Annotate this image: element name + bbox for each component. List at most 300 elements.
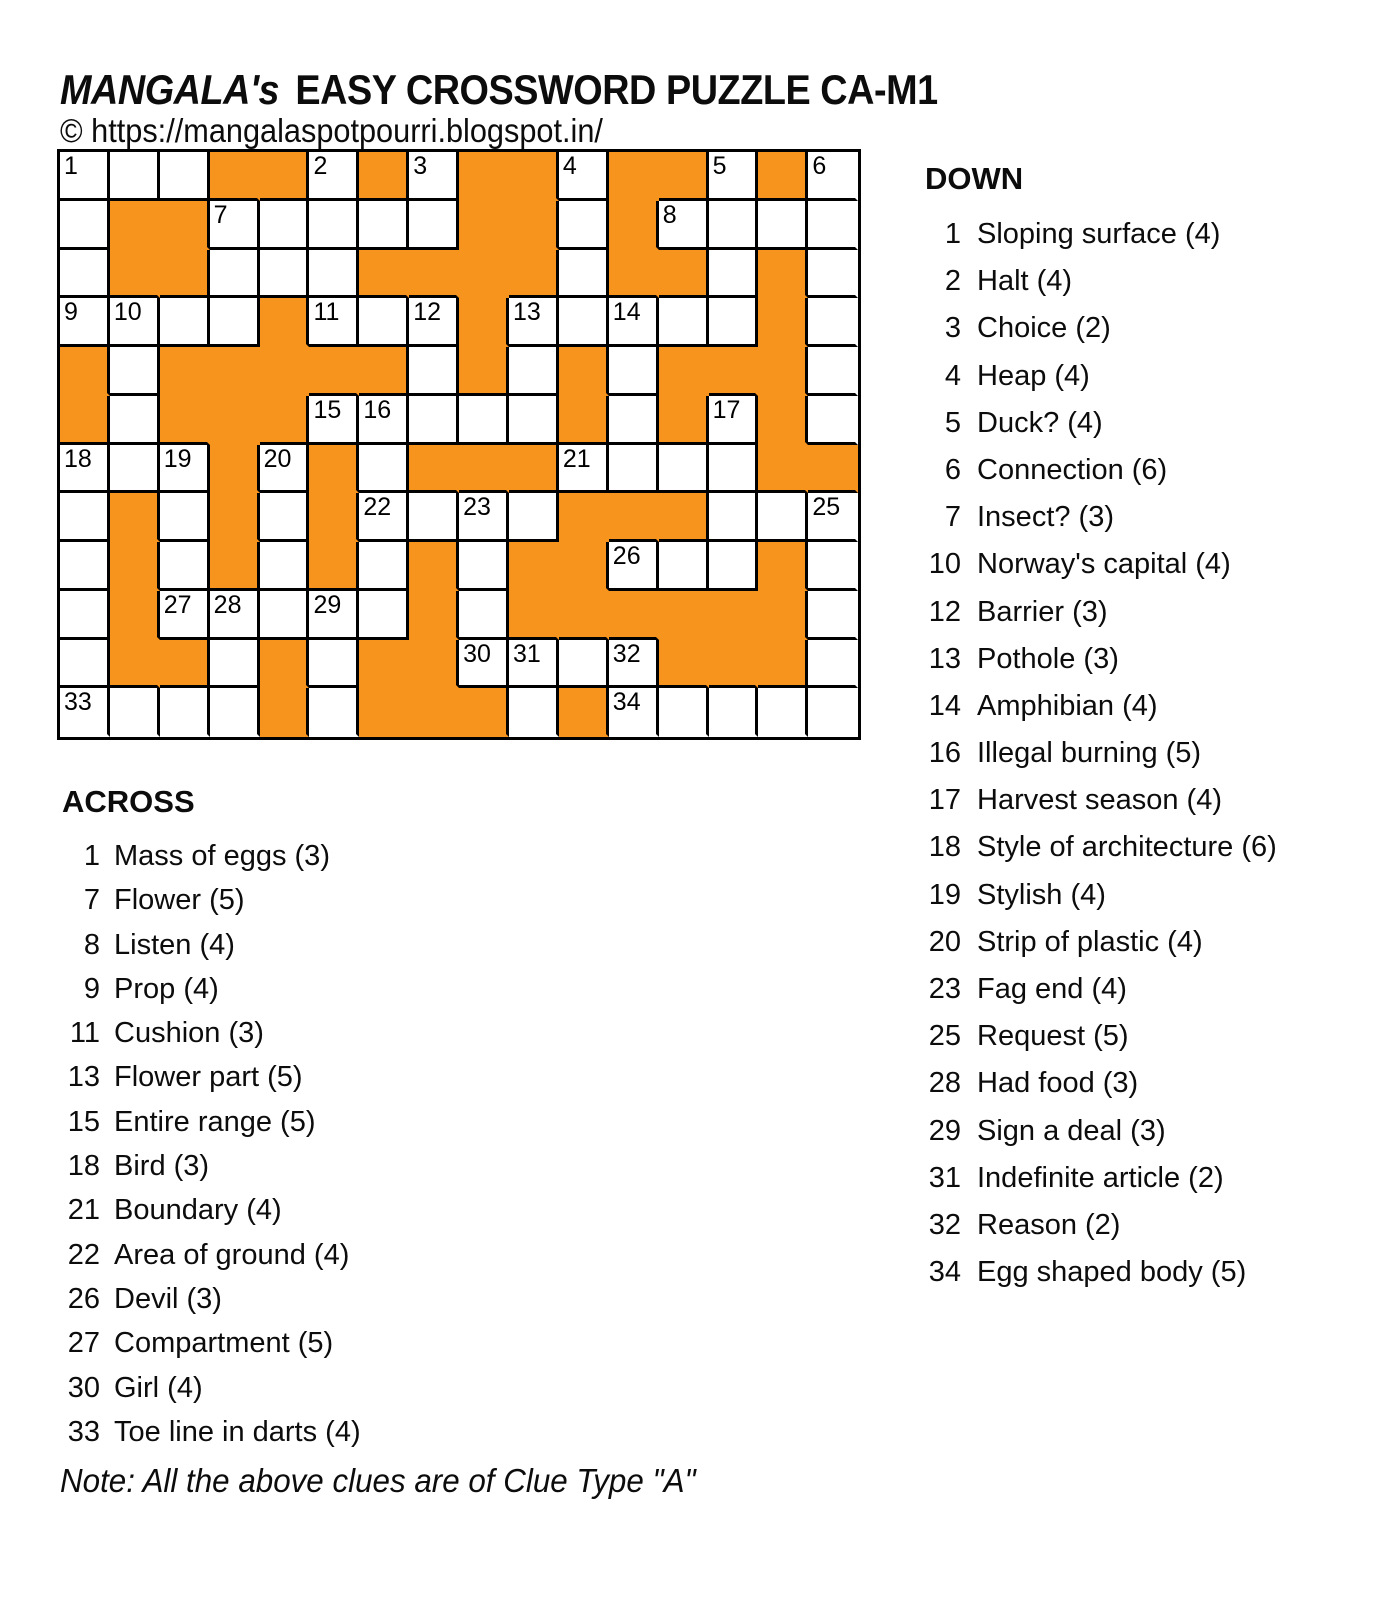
grid-cell[interactable] — [60, 688, 110, 737]
grid-cell[interactable] — [110, 688, 160, 737]
clue-item — [62, 929, 361, 973]
clue-text: Halt (4) — [977, 265, 1073, 298]
clue-text: Indefinite article (2) — [977, 1161, 1224, 1194]
grid-cell[interactable] — [659, 201, 709, 250]
grid-cell-block — [758, 591, 808, 640]
grid-cell[interactable] — [509, 396, 559, 445]
grid-cell[interactable] — [309, 640, 359, 689]
clue-number: 7 — [83, 884, 100, 917]
clue-item — [903, 1209, 1277, 1256]
clue-text: Had food (3) — [977, 1067, 1139, 1100]
grid-cell[interactable] — [210, 298, 260, 347]
grid-cell[interactable] — [359, 396, 409, 445]
clue-item — [903, 218, 1277, 265]
grid-cell[interactable] — [160, 445, 210, 494]
clue-number: 27 — [67, 1327, 100, 1360]
grid-cell-block — [160, 640, 210, 689]
cell-number: 9 — [64, 298, 78, 327]
grid-cell[interactable] — [210, 201, 260, 250]
clue-item — [62, 1106, 361, 1150]
grid-cell-block — [110, 201, 160, 250]
grid-cell-block — [260, 347, 310, 396]
grid-cell-block — [559, 591, 609, 640]
grid-cell-block — [758, 640, 808, 689]
cell-number: 30 — [463, 639, 491, 668]
grid-cell-block — [409, 688, 459, 737]
clue-number: 15 — [67, 1105, 100, 1138]
grid-cell[interactable] — [260, 201, 310, 250]
grid-cell[interactable] — [110, 445, 160, 494]
grid-cell[interactable] — [459, 493, 509, 542]
clue-number: 18 — [928, 831, 961, 864]
grid-cell[interactable] — [709, 396, 759, 445]
grid-cell-block — [210, 347, 260, 396]
grid-cell[interactable] — [609, 298, 659, 347]
grid-cell[interactable] — [758, 688, 808, 737]
cell-number: 19 — [163, 444, 192, 473]
clue-number: 31 — [928, 1161, 961, 1194]
grid-cell[interactable] — [609, 542, 659, 591]
grid-cell[interactable] — [559, 152, 609, 201]
cell-number: 29 — [313, 590, 342, 619]
grid-cell-block — [409, 445, 459, 494]
grid-cell[interactable] — [459, 640, 509, 689]
clue-number: 1 — [83, 840, 100, 872]
grid-cell[interactable] — [60, 591, 110, 640]
grid-cell-block — [459, 445, 509, 494]
clue-item — [62, 1150, 361, 1194]
grid-cell-block — [309, 493, 359, 542]
grid-cell[interactable] — [709, 152, 759, 201]
grid-cell[interactable] — [509, 640, 559, 689]
grid-cell[interactable] — [509, 688, 559, 737]
grid-cell-block — [260, 298, 310, 347]
grid-cell[interactable] — [60, 250, 110, 299]
grid-cell-block — [609, 591, 659, 640]
grid-cell[interactable] — [160, 591, 210, 640]
clue-number: 29 — [928, 1114, 961, 1147]
clue-text: Style of architecture (6) — [977, 831, 1277, 864]
grid-cell[interactable] — [808, 347, 858, 396]
grid-cell-block — [609, 493, 659, 542]
clue-item — [903, 831, 1277, 878]
across-clue-list — [62, 840, 361, 1460]
grid-cell-block — [60, 347, 110, 396]
grid-cell-block — [409, 542, 459, 591]
grid-cell[interactable] — [60, 298, 110, 347]
grid-cell[interactable] — [659, 542, 709, 591]
clue-text: Cushion (3) — [114, 1017, 264, 1050]
cell-number: 11 — [313, 298, 340, 327]
grid-cell[interactable] — [60, 493, 110, 542]
cell-number: 6 — [812, 152, 827, 180]
grid-cell[interactable] — [359, 298, 409, 347]
cell-number: 34 — [612, 688, 641, 717]
grid-cell[interactable] — [709, 445, 759, 494]
clue-number: 4 — [944, 359, 961, 392]
grid-cell-block — [210, 396, 260, 445]
grid-cell-block — [459, 688, 509, 737]
clue-item — [903, 265, 1277, 312]
clue-text: Norway's capital (4) — [977, 548, 1231, 581]
cell-number: 28 — [213, 590, 242, 619]
clue-item — [62, 840, 361, 884]
grid-cell-block — [758, 152, 808, 201]
grid-cell[interactable] — [808, 201, 858, 250]
grid-cell-block — [260, 688, 310, 737]
grid-cell-block — [509, 152, 559, 201]
clue-text: Listen (4) — [114, 928, 235, 961]
grid-cell[interactable] — [260, 445, 310, 494]
grid-cell-block — [559, 688, 609, 737]
grid-cell-block — [60, 396, 110, 445]
clue-number: 19 — [928, 878, 961, 911]
clue-number: 14 — [928, 689, 961, 722]
grid-cell-block — [309, 542, 359, 591]
grid-cell-block — [758, 445, 808, 494]
grid-cell-block — [110, 493, 160, 542]
clue-text: Harvest season (4) — [977, 784, 1222, 817]
clue-text: Reason (2) — [977, 1208, 1121, 1241]
cell-number: 33 — [64, 688, 92, 717]
grid-cell[interactable] — [309, 250, 359, 299]
cell-number: 12 — [413, 298, 442, 327]
grid-cell[interactable] — [808, 542, 858, 591]
grid-cell[interactable] — [110, 298, 160, 347]
grid-cell-block — [559, 542, 609, 591]
clue-number: 30 — [67, 1371, 100, 1404]
grid-cell-block — [260, 640, 310, 689]
grid-cell[interactable] — [808, 640, 858, 689]
grid-cell[interactable] — [559, 298, 609, 347]
clue-number: 25 — [928, 1020, 961, 1053]
clue-text: Sign a deal (3) — [977, 1114, 1166, 1147]
grid-cell[interactable] — [60, 542, 110, 591]
grid-cell[interactable] — [559, 250, 609, 299]
grid-cell[interactable] — [110, 347, 160, 396]
clue-item — [903, 1162, 1277, 1209]
clue-number: 32 — [928, 1208, 961, 1241]
clue-text: Prop (4) — [114, 972, 219, 1005]
grid-cell[interactable] — [260, 542, 310, 591]
title-main: EASY CROSSWORD PUZZLE CA-M1 — [295, 66, 938, 113]
grid-cell-block — [459, 250, 509, 299]
clue-number: 9 — [83, 972, 100, 1005]
grid-cell[interactable] — [110, 396, 160, 445]
grid-cell[interactable] — [309, 298, 359, 347]
clue-text: Fag end (4) — [977, 973, 1127, 1005]
cell-number: 18 — [64, 444, 92, 473]
clue-text: Heap (4) — [977, 359, 1090, 392]
grid-cell[interactable] — [210, 250, 260, 299]
clue-number: 26 — [67, 1282, 100, 1315]
crossword-grid — [57, 149, 861, 740]
grid-cell[interactable] — [709, 493, 759, 542]
clue-item — [903, 596, 1277, 643]
grid-cell[interactable] — [260, 250, 310, 299]
clue-text: Egg shaped body (5) — [977, 1256, 1247, 1289]
grid-cell-block — [260, 396, 310, 445]
title-author: MANGALA's — [60, 66, 280, 113]
clue-number: 7 — [944, 501, 961, 534]
grid-cell[interactable] — [758, 493, 808, 542]
grid-cell[interactable] — [609, 396, 659, 445]
clue-number: 28 — [928, 1067, 961, 1100]
clue-text: Connection (6) — [977, 453, 1168, 486]
clue-item — [903, 737, 1277, 784]
clue-item — [903, 643, 1277, 690]
clue-item — [62, 1194, 361, 1238]
grid-cell[interactable] — [409, 396, 459, 445]
grid-cell[interactable] — [409, 493, 459, 542]
clue-item — [903, 879, 1277, 926]
grid-cell[interactable] — [609, 640, 659, 689]
clue-item — [903, 926, 1277, 973]
clue-number: 5 — [944, 406, 961, 439]
clue-item — [903, 454, 1277, 501]
grid-cell[interactable] — [609, 688, 659, 737]
grid-cell[interactable] — [409, 298, 459, 347]
grid-cell[interactable] — [210, 688, 260, 737]
cell-number: 3 — [413, 152, 428, 180]
cell-number: 31 — [513, 639, 541, 668]
grid-cell[interactable] — [359, 542, 409, 591]
down-header: DOWN — [925, 161, 1024, 196]
grid-cell[interactable] — [609, 445, 659, 494]
clue-number: 6 — [944, 453, 961, 486]
grid-cell-block — [609, 250, 659, 299]
clue-item — [903, 784, 1277, 831]
grid-cell[interactable] — [808, 688, 858, 737]
grid-cell[interactable] — [459, 542, 509, 591]
grid-cell[interactable] — [709, 688, 759, 737]
grid-cell-block — [309, 347, 359, 396]
grid-cell[interactable] — [808, 250, 858, 299]
grid-cell[interactable] — [210, 640, 260, 689]
grid-cell-block — [709, 347, 759, 396]
cell-number: 8 — [662, 200, 677, 229]
clue-number: 13 — [928, 642, 961, 675]
grid-cell-block — [559, 493, 609, 542]
grid-cell[interactable] — [409, 347, 459, 396]
grid-cell[interactable] — [160, 298, 210, 347]
grid-cell[interactable] — [509, 493, 559, 542]
clue-item — [62, 1372, 361, 1416]
grid-cell[interactable] — [110, 152, 160, 201]
grid-cell-block — [459, 347, 509, 396]
grid-cell-block — [110, 640, 160, 689]
cell-number: 26 — [612, 542, 641, 570]
clue-item — [62, 1239, 361, 1283]
grid-cell[interactable] — [609, 347, 659, 396]
grid-cell-block — [210, 152, 260, 201]
grid-cell-block — [609, 201, 659, 250]
clue-text: Illegal burning (5) — [977, 737, 1202, 770]
grid-cell[interactable] — [659, 688, 709, 737]
across-header: ACROSS — [62, 784, 195, 819]
clue-number: 10 — [928, 548, 961, 581]
grid-cell[interactable] — [359, 493, 409, 542]
clue-item — [903, 1020, 1277, 1067]
clue-number: 18 — [67, 1150, 100, 1183]
grid-cell[interactable] — [808, 298, 858, 347]
grid-cell-block — [110, 542, 160, 591]
grid-cell[interactable] — [409, 152, 459, 201]
grid-cell[interactable] — [459, 396, 509, 445]
grid-cell-block — [758, 298, 808, 347]
grid-cell-block — [260, 152, 310, 201]
copyright-line: © https://mangalaspotpourri.blogspot.in/ — [60, 112, 603, 149]
grid-cell-block — [359, 152, 409, 201]
grid-cell[interactable] — [309, 201, 359, 250]
clue-text: Amphibian (4) — [977, 689, 1158, 722]
clue-item — [903, 1067, 1277, 1114]
grid-cell[interactable] — [409, 201, 459, 250]
clue-text: Girl (4) — [114, 1371, 203, 1404]
clue-number: 17 — [928, 784, 961, 817]
grid-cell-block — [659, 152, 709, 201]
grid-cell-block — [509, 201, 559, 250]
grid-cell-block — [758, 250, 808, 299]
clue-text: Flower (5) — [114, 884, 245, 917]
clue-item — [903, 548, 1277, 595]
clue-item — [903, 1115, 1277, 1162]
grid-cell[interactable] — [309, 396, 359, 445]
down-section — [903, 161, 1277, 1303]
grid-cell[interactable] — [709, 298, 759, 347]
grid-cell-block — [559, 396, 609, 445]
grid-cell-block — [359, 688, 409, 737]
grid-cell[interactable] — [309, 152, 359, 201]
clue-item — [62, 1327, 361, 1371]
grid-cell[interactable] — [808, 591, 858, 640]
grid-cell[interactable] — [509, 347, 559, 396]
grid-cell[interactable] — [709, 250, 759, 299]
cell-number: 17 — [712, 395, 741, 424]
grid-cell[interactable] — [709, 542, 759, 591]
cell-number: 23 — [463, 493, 491, 522]
grid-cell-block — [559, 347, 609, 396]
grid-cell-block — [409, 250, 459, 299]
grid-cell-block — [160, 201, 210, 250]
grid-cell-block — [210, 445, 260, 494]
grid-cell-block — [160, 396, 210, 445]
grid-cell-block — [160, 250, 210, 299]
cell-number: 16 — [363, 395, 392, 424]
clue-item — [903, 407, 1277, 454]
clue-item — [903, 360, 1277, 407]
grid-cell[interactable] — [808, 396, 858, 445]
grid-cell[interactable] — [559, 201, 609, 250]
down-clue-list — [903, 218, 1277, 1303]
grid-cell[interactable] — [509, 298, 559, 347]
clue-number: 3 — [944, 312, 961, 345]
clue-text: Insect? (3) — [977, 501, 1114, 534]
grid-cell-block — [609, 152, 659, 201]
clue-item — [903, 690, 1277, 737]
clue-text: Area of ground (4) — [114, 1238, 350, 1271]
grid-cell[interactable] — [559, 640, 609, 689]
clue-item — [903, 1256, 1277, 1303]
grid-cell-block — [659, 591, 709, 640]
clue-number: 2 — [944, 265, 961, 298]
clue-text: Compartment (5) — [114, 1327, 334, 1360]
grid-cell[interactable] — [758, 201, 808, 250]
clue-item — [62, 1017, 361, 1061]
cell-number: 2 — [313, 152, 328, 180]
grid-cell[interactable] — [160, 688, 210, 737]
grid-cell[interactable] — [709, 201, 759, 250]
grid-cell[interactable] — [60, 201, 110, 250]
grid-cell[interactable] — [260, 493, 310, 542]
grid-cell[interactable] — [60, 152, 110, 201]
grid-cell[interactable] — [359, 591, 409, 640]
grid-cell[interactable] — [260, 591, 310, 640]
clue-item — [62, 1283, 361, 1327]
grid-cell-block — [110, 250, 160, 299]
grid-cell-block — [709, 591, 759, 640]
grid-cell-block — [808, 445, 858, 494]
grid-cell[interactable] — [160, 152, 210, 201]
grid-cell-block — [509, 591, 559, 640]
clue-number: 12 — [928, 595, 961, 628]
grid-cell-block — [758, 396, 808, 445]
clue-text: Bird (3) — [114, 1150, 210, 1183]
clue-item — [62, 884, 361, 928]
grid-cell[interactable] — [808, 152, 858, 201]
clue-text: Entire range (5) — [114, 1105, 316, 1138]
grid-cell-block — [309, 445, 359, 494]
clue-text: Flower part (5) — [114, 1061, 303, 1094]
grid-cell[interactable] — [559, 445, 609, 494]
grid-cell[interactable] — [160, 493, 210, 542]
grid-cell-block — [359, 347, 409, 396]
cell-number: 21 — [562, 444, 591, 473]
grid-cell[interactable] — [309, 591, 359, 640]
cell-number: 7 — [213, 200, 228, 229]
grid-cell[interactable] — [60, 640, 110, 689]
grid-cell[interactable] — [808, 493, 858, 542]
grid-cell[interactable] — [160, 542, 210, 591]
grid-cell[interactable] — [210, 591, 260, 640]
clue-text: Choice (2) — [977, 312, 1111, 345]
grid-cell[interactable] — [359, 201, 409, 250]
clue-text: Sloping surface (4) — [977, 218, 1221, 250]
clue-text: Pothole (3) — [977, 642, 1119, 675]
clue-text: Duck? (4) — [977, 406, 1103, 439]
clue-item — [903, 312, 1277, 359]
grid-cell-block — [758, 542, 808, 591]
grid-cell-block — [758, 347, 808, 396]
grid-cell[interactable] — [359, 445, 409, 494]
grid-cell[interactable] — [309, 688, 359, 737]
grid-cell[interactable] — [659, 298, 709, 347]
grid-cell-block — [459, 152, 509, 201]
cell-number: 5 — [712, 152, 727, 180]
grid-cell[interactable] — [659, 445, 709, 494]
grid-cell-block — [509, 445, 559, 494]
page-title — [60, 66, 938, 114]
grid-cell[interactable] — [459, 591, 509, 640]
grid-cell[interactable] — [60, 445, 110, 494]
cell-number: 15 — [313, 395, 342, 424]
cell-number: 20 — [263, 444, 292, 473]
grid-cell-block — [659, 347, 709, 396]
grid-cell-block — [409, 591, 459, 640]
grid-cell-block — [659, 396, 709, 445]
clue-number: 23 — [928, 973, 961, 1005]
clue-text: Mass of eggs (3) — [114, 840, 330, 872]
